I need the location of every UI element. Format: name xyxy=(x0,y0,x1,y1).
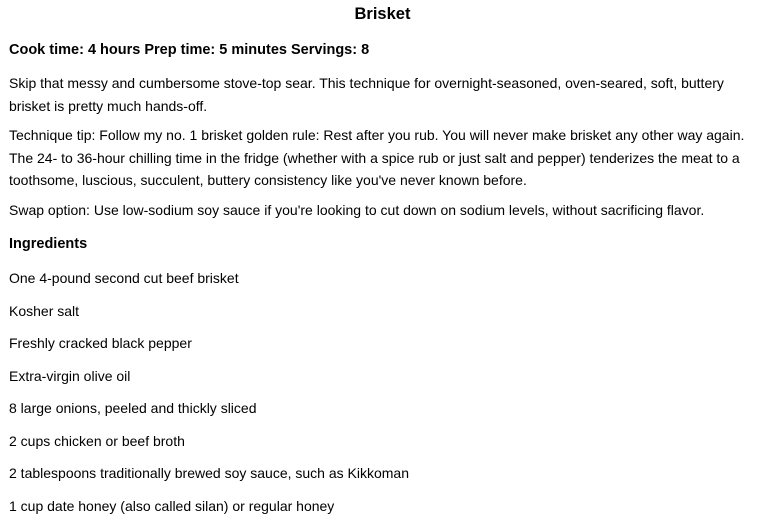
ingredient-item: 8 large onions, peeled and thickly sliced xyxy=(9,400,257,416)
technique-tip-paragraph: Technique tip: Follow my no. 1 brisket golden rule: Rest after you rub. You will never make brisket any other way again. The 24- to 36-hour chilling time in the fridge (whether with a spice rub or just salt and pepper) tenderizes the meat to a toothsome, luscious, succulent, buttery consistency like you've never known before. xyxy=(9,127,745,188)
ingredient-item: Kosher salt xyxy=(9,303,80,319)
ingredient-item: Freshly cracked black pepper xyxy=(9,335,192,351)
intro-paragraph: Skip that messy and cumbersome stove-top sear. This technique for overnight-seasoned, oven-seared, soft, buttery brisket is pretty much hands-off. xyxy=(9,75,724,114)
ingredients-heading: Ingredients xyxy=(9,236,88,252)
ingredient-item: 1 cup date honey (also called silan) or regular honey xyxy=(9,498,335,514)
ingredient-item: Extra-virgin olive oil xyxy=(9,368,131,384)
swap-option-paragraph: Swap option: Use low-sodium soy sauce if you're looking to cut down on sodium levels, without sacrificing flavor. xyxy=(9,202,705,218)
recipe-meta: Cook time: 4 hours Prep time: 5 minutes Servings: 8 xyxy=(9,42,370,58)
recipe-title: Brisket xyxy=(354,5,411,23)
ingredient-item: One 4-pound second cut beef brisket xyxy=(9,270,239,286)
ingredient-item: 2 cups chicken or beef broth xyxy=(9,433,185,449)
ingredient-item: 2 tablespoons traditionally brewed soy sauce, such as Kikkoman xyxy=(9,465,409,481)
